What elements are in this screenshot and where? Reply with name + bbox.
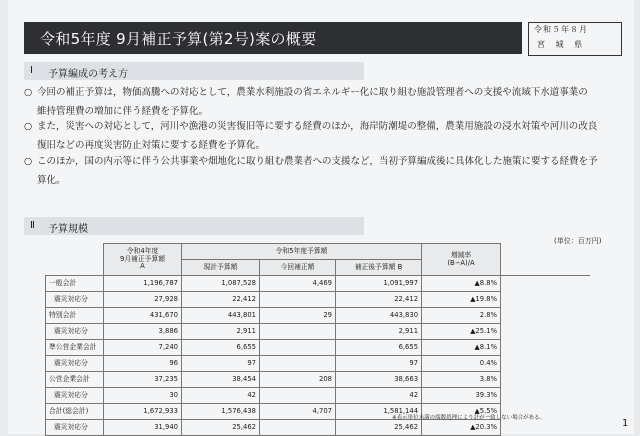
rate-value: 2.8% xyxy=(422,308,501,324)
footnote: ※表示単位未満の端数処理により計が一致しない場合がある。 xyxy=(392,415,546,421)
rate-value: ▲19.8% xyxy=(422,292,501,308)
blank-cell xyxy=(501,372,590,388)
after-value: 1,091,997 xyxy=(336,276,422,292)
after-value: 38,663 xyxy=(336,372,422,388)
row-label: 震災対応分 xyxy=(46,324,104,340)
current-value: 97 xyxy=(182,356,260,372)
paragraph-1 xyxy=(24,83,609,121)
table-row xyxy=(46,308,591,324)
budget-table xyxy=(45,243,590,436)
section2-number: Ⅱ xyxy=(30,220,35,231)
blank-cell xyxy=(501,324,590,340)
row-label: 震災対応分 xyxy=(46,356,104,372)
table-row xyxy=(46,356,591,372)
column-header-rate: 増減率 (B−A)/A xyxy=(422,244,501,276)
after-value: 25,462 xyxy=(336,420,422,436)
paragraph-line: また，災害への対応として，河川や漁港の災害復旧等に要する経費のほか，海岸防潮堤の整備，農業用施設の浸水対策や河川の改良 xyxy=(37,121,598,132)
prior-value: 96 xyxy=(104,356,182,372)
prior-value: 1,672,933 xyxy=(104,404,182,420)
prior-value: 31,940 xyxy=(104,420,182,436)
paragraph-line: このほか，国の内示等に伴う公共事業や畑地化に取り組む農業者への支援など，当初予算編成後に具体化した施策に要する経費を予 xyxy=(37,156,598,167)
supplement-value xyxy=(260,356,336,372)
supplement-value: 4,707 xyxy=(260,404,336,420)
current-value: 6,655 xyxy=(182,340,260,356)
table-row xyxy=(46,324,591,340)
table-row xyxy=(46,340,591,356)
column-header-group: 令和5年度予算額 xyxy=(182,244,422,260)
after-value: 2,911 xyxy=(336,324,422,340)
page-title: 令和5年度 9月補正予算(第2号)案の概要 xyxy=(40,30,317,48)
table-row xyxy=(46,276,591,292)
blank-cell xyxy=(501,292,590,308)
prior-value: 3,886 xyxy=(104,324,182,340)
paragraph-2 xyxy=(24,117,609,155)
current-value: 1,576,438 xyxy=(182,404,260,420)
row-label: 震災対応分 xyxy=(46,388,104,404)
paragraph-3 xyxy=(24,152,609,190)
row-header-corner xyxy=(46,244,104,276)
prefecture-text: 宮 城 県 xyxy=(537,40,587,49)
rate-value: ▲8.1% xyxy=(422,340,501,356)
table-row xyxy=(46,372,591,388)
prior-value: 37,235 xyxy=(104,372,182,388)
section2-heading: 予算規模 xyxy=(48,224,88,235)
bullet-mark: ○ xyxy=(24,156,33,167)
prior-value: 1,196,787 xyxy=(104,276,182,292)
prior-value: 431,670 xyxy=(104,308,182,324)
row-label: 準公営企業会計 xyxy=(46,340,104,356)
supplement-value xyxy=(260,420,336,436)
prior-value: 27,928 xyxy=(104,292,182,308)
blank-cell xyxy=(501,340,590,356)
prior-value: 7,240 xyxy=(104,340,182,356)
paragraph-line: 復旧などの再度災害防止対策に要する経費を予算化。 xyxy=(37,140,266,151)
row-label: 特別会計 xyxy=(46,308,104,324)
section1-heading: 予算編成の考え方 xyxy=(48,69,128,80)
supplement-value xyxy=(260,292,336,308)
rate-value: ▲5.5% xyxy=(422,404,501,420)
after-value: 42 xyxy=(336,388,422,404)
current-value: 22,412 xyxy=(182,292,260,308)
rate-value: ▲8.8% xyxy=(422,276,501,292)
current-value: 2,911 xyxy=(182,324,260,340)
paragraph-line: 維持管理費の増加に伴う経費を予算化。 xyxy=(37,106,209,117)
date-text: 令和５年８月 xyxy=(534,25,588,34)
supplement-value: 29 xyxy=(260,308,336,324)
column-header-current: 現計予算額 xyxy=(182,260,260,276)
row-label: 震災対応分 xyxy=(46,420,104,436)
row-label: 震災対応分 xyxy=(46,292,104,308)
row-label: 公営企業会計 xyxy=(46,372,104,388)
page-number: 1 xyxy=(622,418,629,429)
prior-value: 30 xyxy=(104,388,182,404)
after-value: 6,655 xyxy=(336,340,422,356)
table-row xyxy=(46,388,591,404)
blank-cell xyxy=(501,420,590,436)
table-row xyxy=(46,420,591,436)
supplement-value: 208 xyxy=(260,372,336,388)
after-value: 1,581,144 xyxy=(336,404,422,420)
rate-value: 3.8% xyxy=(422,372,501,388)
unit-label: (単位：百万円) xyxy=(554,237,602,245)
column-header-prior: 令和4年度 9月補正予算額 A xyxy=(104,244,182,276)
row-label: 合計(総会計) xyxy=(46,404,104,420)
supplement-value: 4,469 xyxy=(260,276,336,292)
blank-cell xyxy=(501,388,590,404)
rate-value: 39.3% xyxy=(422,388,501,404)
column-header-after: 補正後予算額 B xyxy=(336,260,422,276)
column-header-supplement: 今回補正額 xyxy=(260,260,336,276)
rate-value: 0.4% xyxy=(422,356,501,372)
current-value: 38,454 xyxy=(182,372,260,388)
blank-cell xyxy=(501,356,590,372)
supplement-value xyxy=(260,324,336,340)
table-row xyxy=(46,292,591,308)
supplement-value xyxy=(260,388,336,404)
current-value: 1,087,528 xyxy=(182,276,260,292)
after-value: 443,830 xyxy=(336,308,422,324)
bullet-mark: ○ xyxy=(24,121,33,132)
after-value: 97 xyxy=(336,356,422,372)
rate-value: ▲25.1% xyxy=(422,324,501,340)
table-header-row xyxy=(46,244,591,260)
supplement-value xyxy=(260,340,336,356)
current-value: 443,801 xyxy=(182,308,260,324)
blank-cell xyxy=(501,276,590,292)
bullet-mark: ○ xyxy=(24,87,33,98)
rate-value: ▲20.3% xyxy=(422,420,501,436)
paragraph-line: 今回の補正予算は，物価高騰への対応として，農業水利施設の省エネルギー化に取り組む施設管理者への支援や流域下水道事業の xyxy=(37,87,588,98)
after-value: 22,412 xyxy=(336,292,422,308)
blank-header xyxy=(501,244,590,276)
blank-cell xyxy=(501,308,590,324)
paragraph-line: 算化。 xyxy=(37,175,66,186)
row-label: 一般会計 xyxy=(46,276,104,292)
current-value: 42 xyxy=(182,388,260,404)
section1-number: Ⅰ xyxy=(30,65,33,76)
current-value: 25,462 xyxy=(182,420,260,436)
